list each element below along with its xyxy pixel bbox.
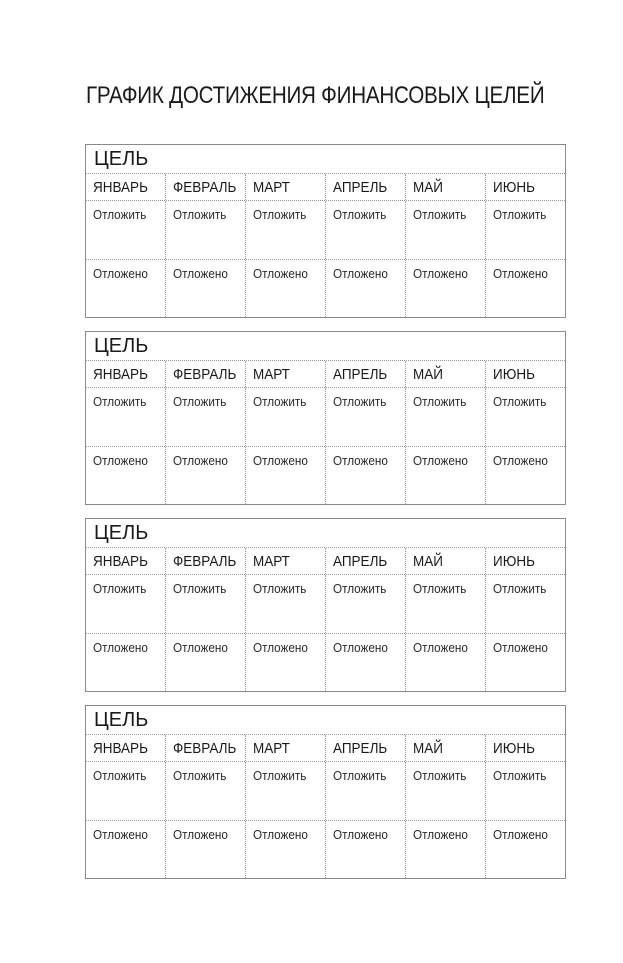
- saved-cell[interactable]: [246, 447, 326, 504]
- save-cell-label: Отложить: [253, 581, 307, 596]
- saved-row: [86, 260, 565, 317]
- saved-cell-label: Отложено: [413, 266, 468, 281]
- save-cell-label: Отложить: [93, 581, 147, 596]
- saved-cell[interactable]: [486, 447, 565, 504]
- save-cell[interactable]: [86, 575, 166, 633]
- month-header: [86, 735, 166, 761]
- month-header: [326, 361, 406, 387]
- saved-cell[interactable]: [86, 634, 166, 691]
- saved-cell-label: Отложено: [413, 827, 468, 842]
- saved-cell-label: Отложено: [253, 640, 308, 655]
- months-row: [86, 174, 565, 201]
- saved-cell-label: Отложено: [333, 827, 388, 842]
- month-label: МАРТ: [253, 740, 290, 757]
- save-cell-label: Отложить: [173, 207, 227, 222]
- save-cell-label: Отложить: [333, 207, 387, 222]
- save-cell[interactable]: [86, 388, 166, 446]
- save-cell-label: Отложить: [413, 394, 467, 409]
- save-cell-label: Отложить: [413, 207, 467, 222]
- saved-row: [86, 821, 565, 878]
- save-cell[interactable]: [486, 762, 565, 820]
- month-header: [246, 361, 326, 387]
- month-label: ИЮНЬ: [493, 553, 535, 570]
- goal-label[interactable]: ЦЕЛЬ: [86, 332, 565, 361]
- save-cell[interactable]: [166, 762, 246, 820]
- saved-cell[interactable]: [326, 821, 406, 878]
- saved-cell-label: Отложено: [413, 640, 468, 655]
- saved-cell[interactable]: [246, 260, 326, 317]
- month-label: МАЙ: [413, 740, 443, 757]
- goal-label[interactable]: ЦЕЛЬ: [86, 706, 565, 735]
- month-header: [166, 174, 246, 200]
- month-header: [86, 174, 166, 200]
- save-cell-label: Отложить: [173, 768, 227, 783]
- saved-cell[interactable]: [246, 821, 326, 878]
- save-cell-label: Отложить: [253, 207, 307, 222]
- save-cell-label: Отложить: [253, 394, 307, 409]
- saved-row: [86, 634, 565, 691]
- goal-block: [85, 144, 566, 318]
- save-cell-label: Отложить: [173, 581, 227, 596]
- saved-cell-label: Отложено: [413, 453, 468, 468]
- saved-cell[interactable]: [406, 260, 486, 317]
- saved-cell-label: Отложено: [93, 453, 148, 468]
- month-header: [86, 548, 166, 574]
- saved-cell-label: Отложено: [253, 266, 308, 281]
- saved-cell-label: Отложено: [93, 827, 148, 842]
- save-cell-label: Отложить: [173, 394, 227, 409]
- save-cell[interactable]: [326, 762, 406, 820]
- save-cell-label: Отложить: [93, 394, 147, 409]
- saved-cell[interactable]: [86, 821, 166, 878]
- save-cell[interactable]: [326, 201, 406, 259]
- saved-cell[interactable]: [86, 447, 166, 504]
- saved-cell-label: Отложено: [93, 266, 148, 281]
- save-cell-label: Отложить: [493, 581, 547, 596]
- saved-cell[interactable]: [86, 260, 166, 317]
- month-label: ИЮНЬ: [493, 740, 535, 757]
- month-header: [166, 735, 246, 761]
- month-header: [166, 548, 246, 574]
- month-header: [246, 548, 326, 574]
- months-row: [86, 735, 565, 762]
- save-cell[interactable]: [486, 201, 565, 259]
- month-label: ЯНВАРЬ: [93, 366, 148, 383]
- month-label: ЯНВАРЬ: [93, 179, 148, 196]
- save-cell[interactable]: [406, 388, 486, 446]
- saved-cell-label: Отложено: [173, 827, 228, 842]
- months-row: [86, 361, 565, 388]
- month-label: ИЮНЬ: [493, 179, 535, 196]
- save-cell-label: Отложить: [413, 768, 467, 783]
- month-label: ЯНВАРЬ: [93, 553, 148, 570]
- month-header: [326, 735, 406, 761]
- goal-label[interactable]: ЦЕЛЬ: [86, 145, 565, 174]
- save-cell[interactable]: [326, 388, 406, 446]
- save-cell[interactable]: [406, 762, 486, 820]
- month-label: МАЙ: [413, 366, 443, 383]
- save-cell-label: Отложить: [333, 581, 387, 596]
- save-cell-label: Отложить: [493, 394, 547, 409]
- save-cell-label: Отложить: [93, 207, 147, 222]
- saved-cell-label: Отложено: [173, 453, 228, 468]
- saved-cell[interactable]: [406, 447, 486, 504]
- saved-cell[interactable]: [326, 260, 406, 317]
- month-header: [246, 735, 326, 761]
- save-cell[interactable]: [326, 575, 406, 633]
- save-cell[interactable]: [246, 762, 326, 820]
- save-cell[interactable]: [246, 388, 326, 446]
- save-cell-label: Отложить: [93, 768, 147, 783]
- save-row: [86, 388, 565, 447]
- month-label: ФЕВРАЛЬ: [173, 179, 237, 196]
- month-header: [166, 361, 246, 387]
- saved-cell[interactable]: [326, 634, 406, 691]
- save-cell-label: Отложить: [413, 581, 467, 596]
- saved-cell[interactable]: [486, 821, 565, 878]
- save-row: [86, 762, 565, 821]
- month-label: АПРЕЛЬ: [333, 553, 388, 570]
- save-cell[interactable]: [406, 201, 486, 259]
- saved-cell-label: Отложено: [493, 827, 548, 842]
- saved-cell-label: Отложено: [493, 640, 548, 655]
- saved-cell-label: Отложено: [173, 640, 228, 655]
- save-cell-label: Отложить: [493, 768, 547, 783]
- month-header: [406, 361, 486, 387]
- month-header: [486, 548, 565, 574]
- saved-cell[interactable]: [406, 821, 486, 878]
- month-header: [406, 174, 486, 200]
- month-label: ФЕВРАЛЬ: [173, 740, 237, 757]
- month-label: МАЙ: [413, 553, 443, 570]
- goal-block: [85, 705, 566, 879]
- month-label: МАЙ: [413, 179, 443, 196]
- saved-cell-label: Отложено: [253, 827, 308, 842]
- month-label: АПРЕЛЬ: [333, 366, 388, 383]
- saved-cell-label: Отложено: [333, 453, 388, 468]
- month-label: ФЕВРАЛЬ: [173, 553, 237, 570]
- save-cell-label: Отложить: [253, 768, 307, 783]
- month-header: [406, 735, 486, 761]
- saved-row: [86, 447, 565, 504]
- month-header: [326, 174, 406, 200]
- months-row: [86, 548, 565, 575]
- save-cell[interactable]: [486, 388, 565, 446]
- month-header: [486, 174, 565, 200]
- saved-cell-label: Отложено: [493, 266, 548, 281]
- save-row: [86, 201, 565, 260]
- save-cell[interactable]: [86, 201, 166, 259]
- month-label: МАРТ: [253, 179, 290, 196]
- saved-cell-label: Отложено: [93, 640, 148, 655]
- month-header: [86, 361, 166, 387]
- saved-cell[interactable]: [166, 821, 246, 878]
- save-cell[interactable]: [86, 762, 166, 820]
- saved-cell[interactable]: [486, 634, 565, 691]
- saved-cell[interactable]: [166, 447, 246, 504]
- month-header: [406, 548, 486, 574]
- saved-cell[interactable]: [166, 260, 246, 317]
- month-header: [326, 548, 406, 574]
- month-label: ИЮНЬ: [493, 366, 535, 383]
- save-row: [86, 575, 565, 634]
- saved-cell[interactable]: [246, 634, 326, 691]
- page-title: ГРАФИК ДОСТИЖЕНИЯ ФИНАНСОВЫХ ЦЕЛЕЙ: [86, 82, 545, 109]
- month-label: МАРТ: [253, 553, 290, 570]
- month-label: МАРТ: [253, 366, 290, 383]
- save-cell[interactable]: [166, 388, 246, 446]
- save-cell[interactable]: [406, 575, 486, 633]
- goal-block: [85, 518, 566, 692]
- saved-cell-label: Отложено: [173, 266, 228, 281]
- saved-cell-label: Отложено: [333, 640, 388, 655]
- save-cell[interactable]: [246, 575, 326, 633]
- save-cell-label: Отложить: [493, 207, 547, 222]
- save-cell-label: Отложить: [333, 768, 387, 783]
- saved-cell[interactable]: [486, 260, 565, 317]
- month-header: [486, 361, 565, 387]
- saved-cell[interactable]: [326, 447, 406, 504]
- goal-label[interactable]: ЦЕЛЬ: [86, 519, 565, 548]
- save-cell[interactable]: [246, 201, 326, 259]
- month-label: ЯНВАРЬ: [93, 740, 148, 757]
- save-cell[interactable]: [166, 575, 246, 633]
- month-label: АПРЕЛЬ: [333, 179, 388, 196]
- saved-cell[interactable]: [406, 634, 486, 691]
- saved-cell-label: Отложено: [253, 453, 308, 468]
- save-cell[interactable]: [166, 201, 246, 259]
- month-label: АПРЕЛЬ: [333, 740, 388, 757]
- saved-cell-label: Отложено: [333, 266, 388, 281]
- month-header: [486, 735, 565, 761]
- save-cell[interactable]: [486, 575, 565, 633]
- month-label: ФЕВРАЛЬ: [173, 366, 237, 383]
- goal-block: [85, 331, 566, 505]
- month-header: [246, 174, 326, 200]
- saved-cell-label: Отложено: [493, 453, 548, 468]
- save-cell-label: Отложить: [333, 394, 387, 409]
- saved-cell[interactable]: [166, 634, 246, 691]
